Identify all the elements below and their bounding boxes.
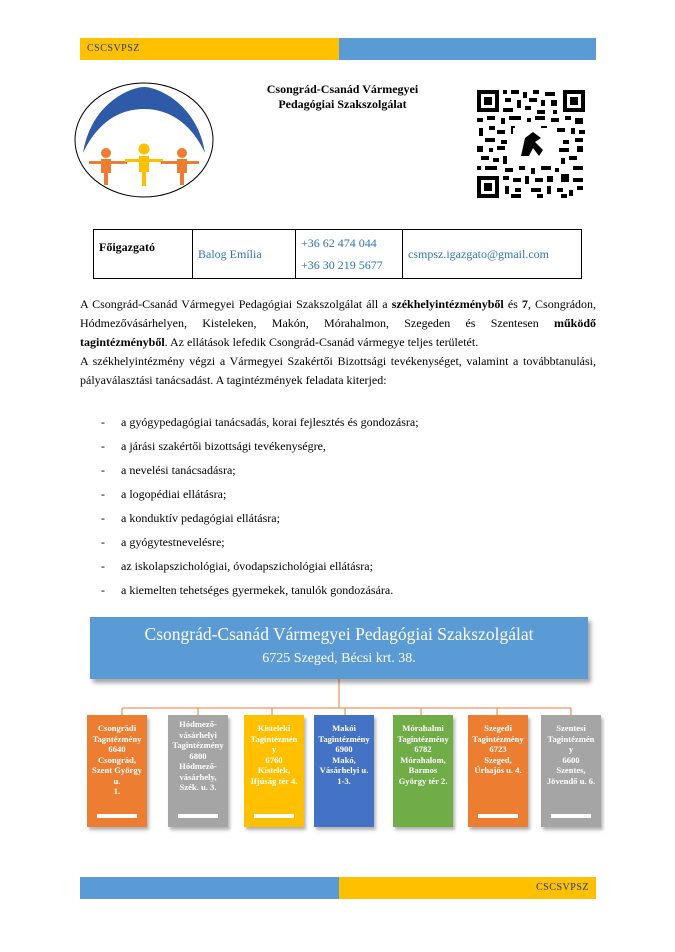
- list-item-text: az iskolapszichológiai, óvodapszichológiai ellátásra;: [121, 559, 373, 573]
- branch-line: 6640 Csongrád,: [98, 744, 136, 765]
- branch-placeholder-bar: [254, 814, 294, 818]
- branch-mako: [314, 715, 374, 827]
- intro-p1-a: A Csongrád-Csanád Vármegyei Pedagógiai Szakszolgálat áll a: [80, 297, 392, 311]
- bullet: -: [101, 535, 105, 549]
- branch-csongrad: [87, 715, 147, 827]
- header-brand: CSCSVPSZ: [87, 43, 140, 54]
- branch-line: 6723: [489, 744, 507, 754]
- footer-brand: CSCSVPSZ: [536, 882, 589, 893]
- branch-line: Hódmező-: [179, 719, 217, 729]
- branch-line: Makó,: [332, 754, 356, 765]
- branch-text: [316, 723, 372, 786]
- intro-p1-b: székhelyintézményből: [391, 297, 504, 311]
- branch-line: Csongrádi: [97, 723, 137, 733]
- list-item-text: a gyógytestnevelésre;: [121, 535, 225, 549]
- list-item: [80, 533, 596, 557]
- intro-paragraph-2: A székhelyintézmény végzi a Vármegyei Szakértői Bizottsági tevékenységet, valamint a továbbtanulási, pályaválasztási tanácsadást. A tagintézmények feladata kiterjed:: [80, 354, 596, 387]
- branch-line: Kisteleki: [257, 723, 291, 733]
- task-list: [80, 413, 596, 605]
- intro-p1-e: , Csongrádon, Hódmezővásárhelyen, Kisteleken, Makón, Mórahalmon, Szegeden és Szentesen: [80, 297, 597, 330]
- list-item-text: a járási szakértői bizottsági tevékenységre,: [121, 439, 326, 453]
- intro-p1-d: 7: [521, 297, 528, 311]
- branch-szentes: [541, 715, 601, 827]
- branch-line: Szék. u. 3.: [179, 782, 217, 792]
- branch-morahalom: [393, 715, 453, 827]
- branch-placeholder-bar: [478, 814, 518, 818]
- hq-title: Csongrád-Csanád Vármegyei Pedagógiai Szakszolgálat: [144, 624, 534, 644]
- branch-line: Tagintézmény: [397, 733, 449, 744]
- intro-p1-g: . Az ellátások lefedik Csongrád-Csanád vármegye teljes területét.: [164, 335, 479, 349]
- branch-line: Jövendő u. 6.: [546, 775, 596, 786]
- list-item: [80, 509, 596, 533]
- branch-placeholder-bar: [551, 814, 591, 818]
- branch-text: [89, 723, 145, 797]
- branch-line: Mórahalmi: [402, 723, 444, 733]
- contact-phone-2[interactable]: +36 30 219 5677: [301, 258, 383, 272]
- branch-text: [470, 723, 526, 776]
- bullet: -: [101, 415, 105, 429]
- branch-line: 6900: [335, 744, 353, 754]
- list-item: [80, 485, 596, 509]
- contact-name: Balog Emília: [193, 230, 296, 279]
- branch-text: [246, 723, 302, 786]
- branch-line: 6800: [189, 750, 207, 761]
- organization-logo: [73, 81, 215, 199]
- organization-title: [245, 82, 440, 112]
- list-item-text: a nevelési tanácsadásra;: [121, 463, 236, 477]
- branch-line: 1.: [113, 786, 121, 796]
- intro-text: [80, 295, 596, 390]
- branch-line: Szent György u.: [92, 765, 142, 786]
- bullet: -: [101, 463, 105, 477]
- branch-line: 6782: [414, 744, 432, 754]
- branch-line: Szentesi: [556, 723, 586, 733]
- branch-line: Hódmező-: [179, 761, 217, 771]
- contact-email[interactable]: csmpsz.igazgato@gmail.com: [403, 230, 582, 279]
- intro-paragraph-1: [80, 295, 596, 352]
- bullet: -: [101, 487, 105, 501]
- branch-line: y: [271, 744, 277, 754]
- hq-banner: [90, 617, 588, 679]
- bullet: -: [101, 439, 105, 453]
- branch-line: Tagintézmény: [318, 733, 370, 744]
- branch-line: vásárhely,: [179, 771, 217, 782]
- list-item: [80, 557, 596, 581]
- organization-title-line1: Csongrád-Csanád Vármegyei: [266, 82, 419, 96]
- branch-line: Tagintézmén: [547, 733, 595, 744]
- list-item-text: a konduktív pedagógiai ellátásra;: [121, 511, 280, 525]
- branch-line: 6760: [265, 754, 283, 765]
- branch-line: Tagintézmén: [250, 733, 298, 744]
- branch-line: Ifjúság tér 4.: [250, 775, 298, 786]
- branch-line: György tér 2.: [398, 775, 448, 786]
- hq-address: 6725 Szeged, Bécsi krt. 38.: [262, 651, 416, 666]
- header-band-blue: [339, 38, 596, 60]
- branch-text: [395, 723, 451, 786]
- list-item: [80, 413, 596, 437]
- branch-line: Kistelek,: [257, 765, 291, 775]
- branch-line: Tagintézmény: [172, 740, 224, 750]
- qr-code[interactable]: [475, 88, 587, 200]
- branch-line: Mórahalom,: [400, 754, 446, 765]
- list-item-text: a kiemelten tehetséges gyermekek, tanulók gondozására.: [121, 583, 394, 597]
- branch-kistelek: [244, 715, 304, 827]
- branch-line: 6600: [562, 754, 580, 765]
- branch-line: 1-3.: [337, 775, 351, 786]
- list-item-text: a logopédiai ellátásra;: [121, 487, 227, 501]
- branch-line: y: [568, 744, 574, 754]
- branch-text: [543, 723, 599, 786]
- branch-placeholder-bar: [178, 814, 218, 818]
- contact-phones: [296, 230, 403, 279]
- bullet: -: [101, 511, 105, 525]
- branch-line: Tagntézmény: [92, 733, 142, 744]
- contact-phone-1[interactable]: +36 62 474 044: [301, 236, 377, 250]
- branch-hodmezovasarhely: [168, 715, 228, 827]
- footer-band: [80, 877, 596, 899]
- footer-band-blue: [80, 877, 339, 899]
- branch-line: Szentes,: [556, 765, 586, 775]
- organization-title-line2: Pedagógiai Szakszolgálat: [278, 97, 407, 111]
- branch-line: Úrhajós u. 4.: [474, 765, 522, 775]
- branch-line: Barmos: [408, 765, 438, 775]
- list-item: [80, 437, 596, 461]
- branch-line: Vásárhelyi u.: [319, 765, 369, 775]
- branch-line: Szegedi: [484, 723, 512, 733]
- list-item: [80, 581, 596, 605]
- intro-p1-c: és: [503, 297, 522, 311]
- intro-p1-f: működő tagintézményből: [80, 316, 596, 349]
- header-band: [80, 38, 596, 60]
- list-item: [80, 461, 596, 485]
- contact-table: [93, 229, 582, 279]
- branch-line: Makói: [332, 723, 356, 733]
- branch-placeholder-bar: [97, 814, 137, 818]
- bullet: -: [101, 559, 105, 573]
- bullet: -: [101, 583, 105, 597]
- branch-line: Tagintézmény: [472, 733, 524, 744]
- contact-role: Főigazgató: [94, 230, 193, 279]
- branch-line: Szeged,: [484, 754, 512, 765]
- branch-szeged: [468, 715, 528, 827]
- branch-text: [170, 719, 226, 793]
- list-item-text: a gyógypedagógiai tanácsadás, korai fejlesztés és gondozásra;: [121, 415, 419, 429]
- branch-line: vásárhelyi: [179, 729, 217, 740]
